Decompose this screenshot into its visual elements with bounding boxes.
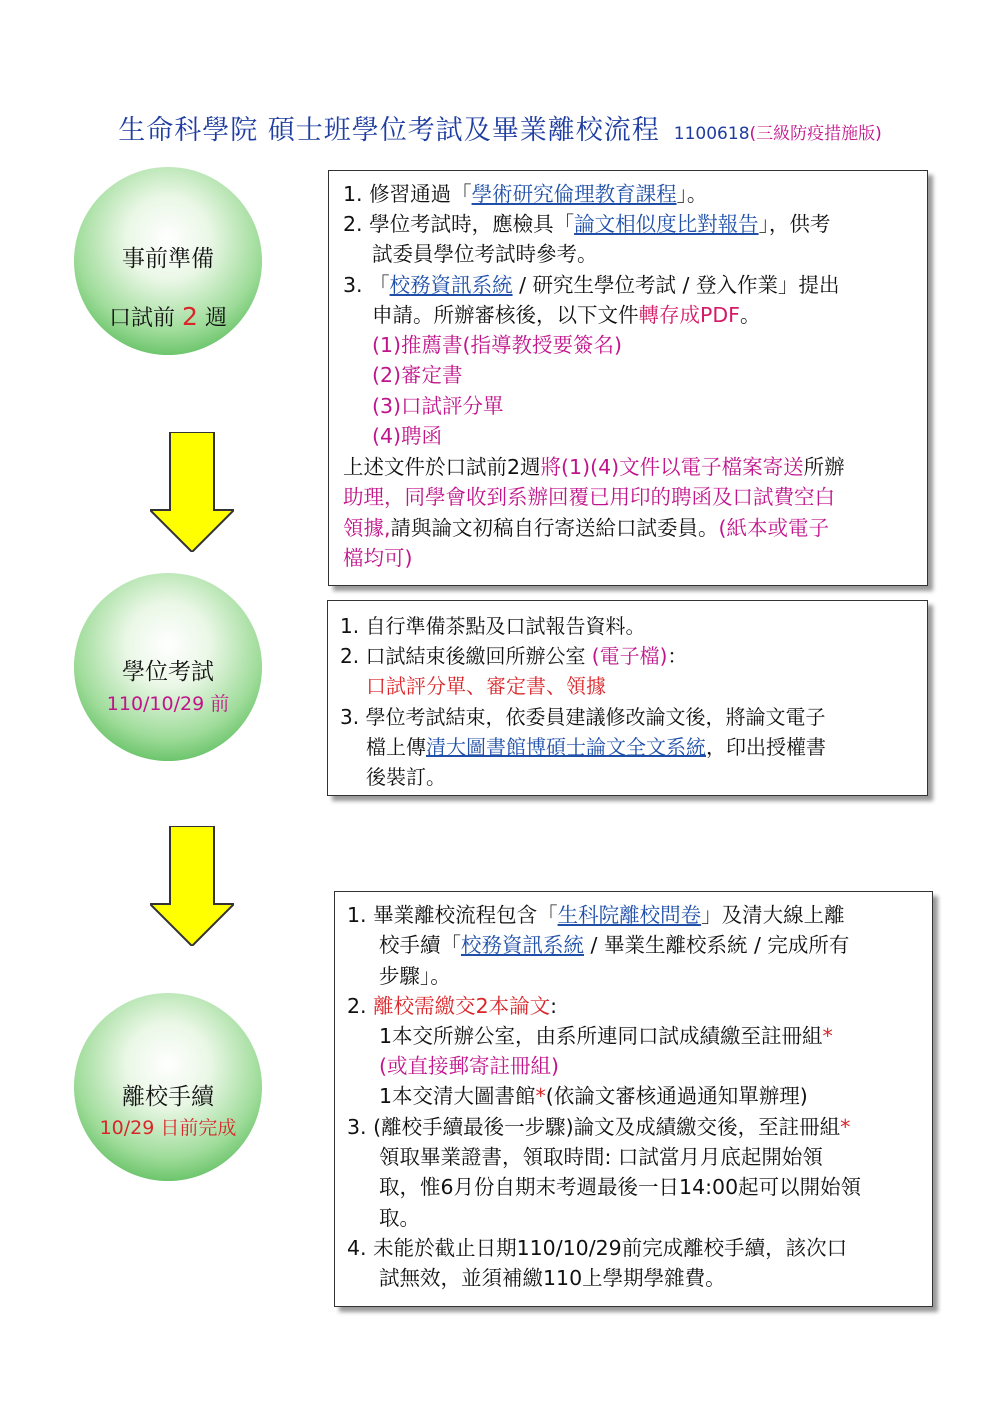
step-circle-exam (74, 573, 262, 761)
step-deadline: 110/10/29 前 (106, 693, 230, 715)
list-item-cont (379, 1021, 833, 1051)
down-arrow-icon (150, 432, 234, 552)
library-thesis-system-link[interactable]: 清大圖書館博碩士論文全文系統 (426, 735, 706, 759)
list-item: 3. 學位考試結束，依委員建議修改論文後，將論文電子 (340, 705, 826, 729)
step-circle-preparation (74, 167, 262, 355)
text: 2. 口試結束後繳回所辦公室 (340, 644, 592, 668)
list-item-cont (379, 1081, 808, 1111)
list-item-cont: 試委員學位考試時參考。 (372, 242, 598, 266)
exit-survey-link[interactable]: 生科院離校問卷 (557, 903, 702, 927)
text: 」，供考 (758, 212, 831, 236)
ethics-course-link[interactable]: 學術研究倫理教育課程 (471, 182, 677, 206)
paragraph-line: 助理，同學會收到系辦回覆已用印的聘函及口試費空白 (343, 485, 835, 509)
text: 2. (347, 994, 374, 1018)
list-item (347, 991, 557, 1021)
exam-box (327, 600, 928, 796)
text: / 研究生學位考試 / 登入作業」提出 (512, 273, 840, 297)
text: 」。 (676, 182, 708, 206)
list-item-cont (379, 930, 849, 960)
step-timing (74, 301, 262, 332)
text: 。 (739, 303, 761, 327)
asterisk: * (840, 1115, 851, 1139)
highlight-text: 領據, (343, 516, 391, 540)
paragraph-line (343, 452, 845, 482)
text: (依論文審核通過通知單辦理) (545, 1084, 808, 1108)
list-item (347, 900, 845, 930)
asterisk: * (822, 1024, 833, 1048)
text: 1. 畢業離校流程包含「 (347, 903, 558, 927)
text: : (550, 994, 558, 1018)
list-item (340, 641, 687, 671)
list-item (343, 270, 839, 300)
list-item: 1. 自行準備茶點及口試報告資料。 (340, 614, 646, 638)
text: 1本交清大圖書館 (379, 1084, 536, 1108)
step-name: 事前準備 (122, 246, 214, 272)
text: / 畢業生離校系統 / 完成所有 (584, 933, 850, 957)
step-name: 離校手續 (122, 1084, 214, 1110)
highlight-text: (紙本或電子 (718, 516, 830, 540)
page-title (0, 108, 1000, 147)
similarity-report-link[interactable]: 論文相似度比對報告 (574, 212, 759, 236)
list-item (343, 179, 707, 209)
asterisk: * (535, 1084, 546, 1108)
list-item-cont: 取，惟6月份自期末考週最後一日14:00起可以開始領 (379, 1175, 862, 1199)
school-system-link[interactable]: 校務資訊系統 (389, 273, 513, 297)
list-item-cont: 後裝訂。 (366, 765, 446, 789)
preparation-box (328, 170, 928, 586)
step-deadline: 10/29 日前完成 (99, 1117, 237, 1139)
document-item: (2)審定書 (372, 363, 463, 387)
list-item: 4. 未能於截止日期110/10/29前完成離校手續，該次口 (347, 1236, 848, 1260)
timing-number: 2 (182, 302, 198, 331)
text: 檔上傳 (366, 735, 426, 759)
timing-prefix: 口試前 (109, 306, 183, 331)
document-item: (1)推薦書(指導教授要簽名) (372, 333, 623, 357)
required-documents: 口試評分單、審定書、領據 (366, 674, 606, 698)
text: ： (667, 644, 688, 668)
text: 請與論文初稿自行寄送給口試委員。 (390, 516, 719, 540)
step-name: 學位考試 (122, 659, 214, 685)
list-item-cont (366, 732, 826, 762)
school-system-link[interactable]: 校務資訊系統 (461, 933, 584, 957)
text: 申請。所辦審核後，以下文件 (372, 303, 639, 327)
highlight-text: 轉存成PDF (638, 303, 740, 327)
document-item: (3)口試評分單 (372, 394, 504, 418)
list-item (347, 1112, 850, 1142)
highlight-text: 離校需繳交2本論文 (373, 994, 551, 1018)
list-item-cont: 試無效，並須補繳110上學期學雜費。 (379, 1266, 726, 1290)
version-number: 1100618 (673, 124, 750, 144)
document-item: (4)聘函 (372, 424, 443, 448)
version-label (674, 124, 882, 144)
list-item (343, 209, 830, 239)
list-item-cont (372, 300, 760, 330)
text: 2. 學位考試時，應檢具「 (343, 212, 575, 236)
version-note: (三級防疫措施版) (749, 124, 882, 144)
text: 上述文件於口試前2週 (343, 455, 541, 479)
list-item-cont: (或直接郵寄註冊組) (379, 1054, 559, 1078)
leaving-box (334, 891, 933, 1307)
text: 」及清大線上離 (701, 903, 845, 927)
text: 所辦 (803, 455, 845, 479)
step-circle-leaving (74, 993, 262, 1181)
text: ，印出授權書 (706, 735, 826, 759)
list-item-cont: 領取畢業證書，領取時間: 口試當月月底起開始領 (379, 1145, 823, 1169)
text: 校手續「 (379, 933, 461, 957)
list-item-cont: 取。 (379, 1206, 420, 1230)
paragraph-line (343, 513, 829, 543)
highlight-text: (電子檔) (591, 644, 668, 668)
page-title-text: 生命科學院 碩士班學位考試及畢業離校流程 (118, 115, 660, 146)
paragraph-line: 檔均可) (343, 546, 413, 570)
text: 1. 修習通過「 (343, 182, 472, 206)
highlight-text: 將(1)(4)文件以電子檔案寄送 (540, 455, 804, 479)
down-arrow-icon (150, 826, 234, 946)
timing-suffix: 週 (197, 306, 227, 331)
list-item-cont: 步驟」。 (379, 964, 451, 988)
text: 1本交所辦公室，由系所連同口試成績繳至註冊組 (379, 1024, 823, 1048)
text: 3. 「 (343, 273, 390, 297)
text: 3. (離校手續最後一步驟)論文及成績繳交後，至註冊組 (347, 1115, 841, 1139)
